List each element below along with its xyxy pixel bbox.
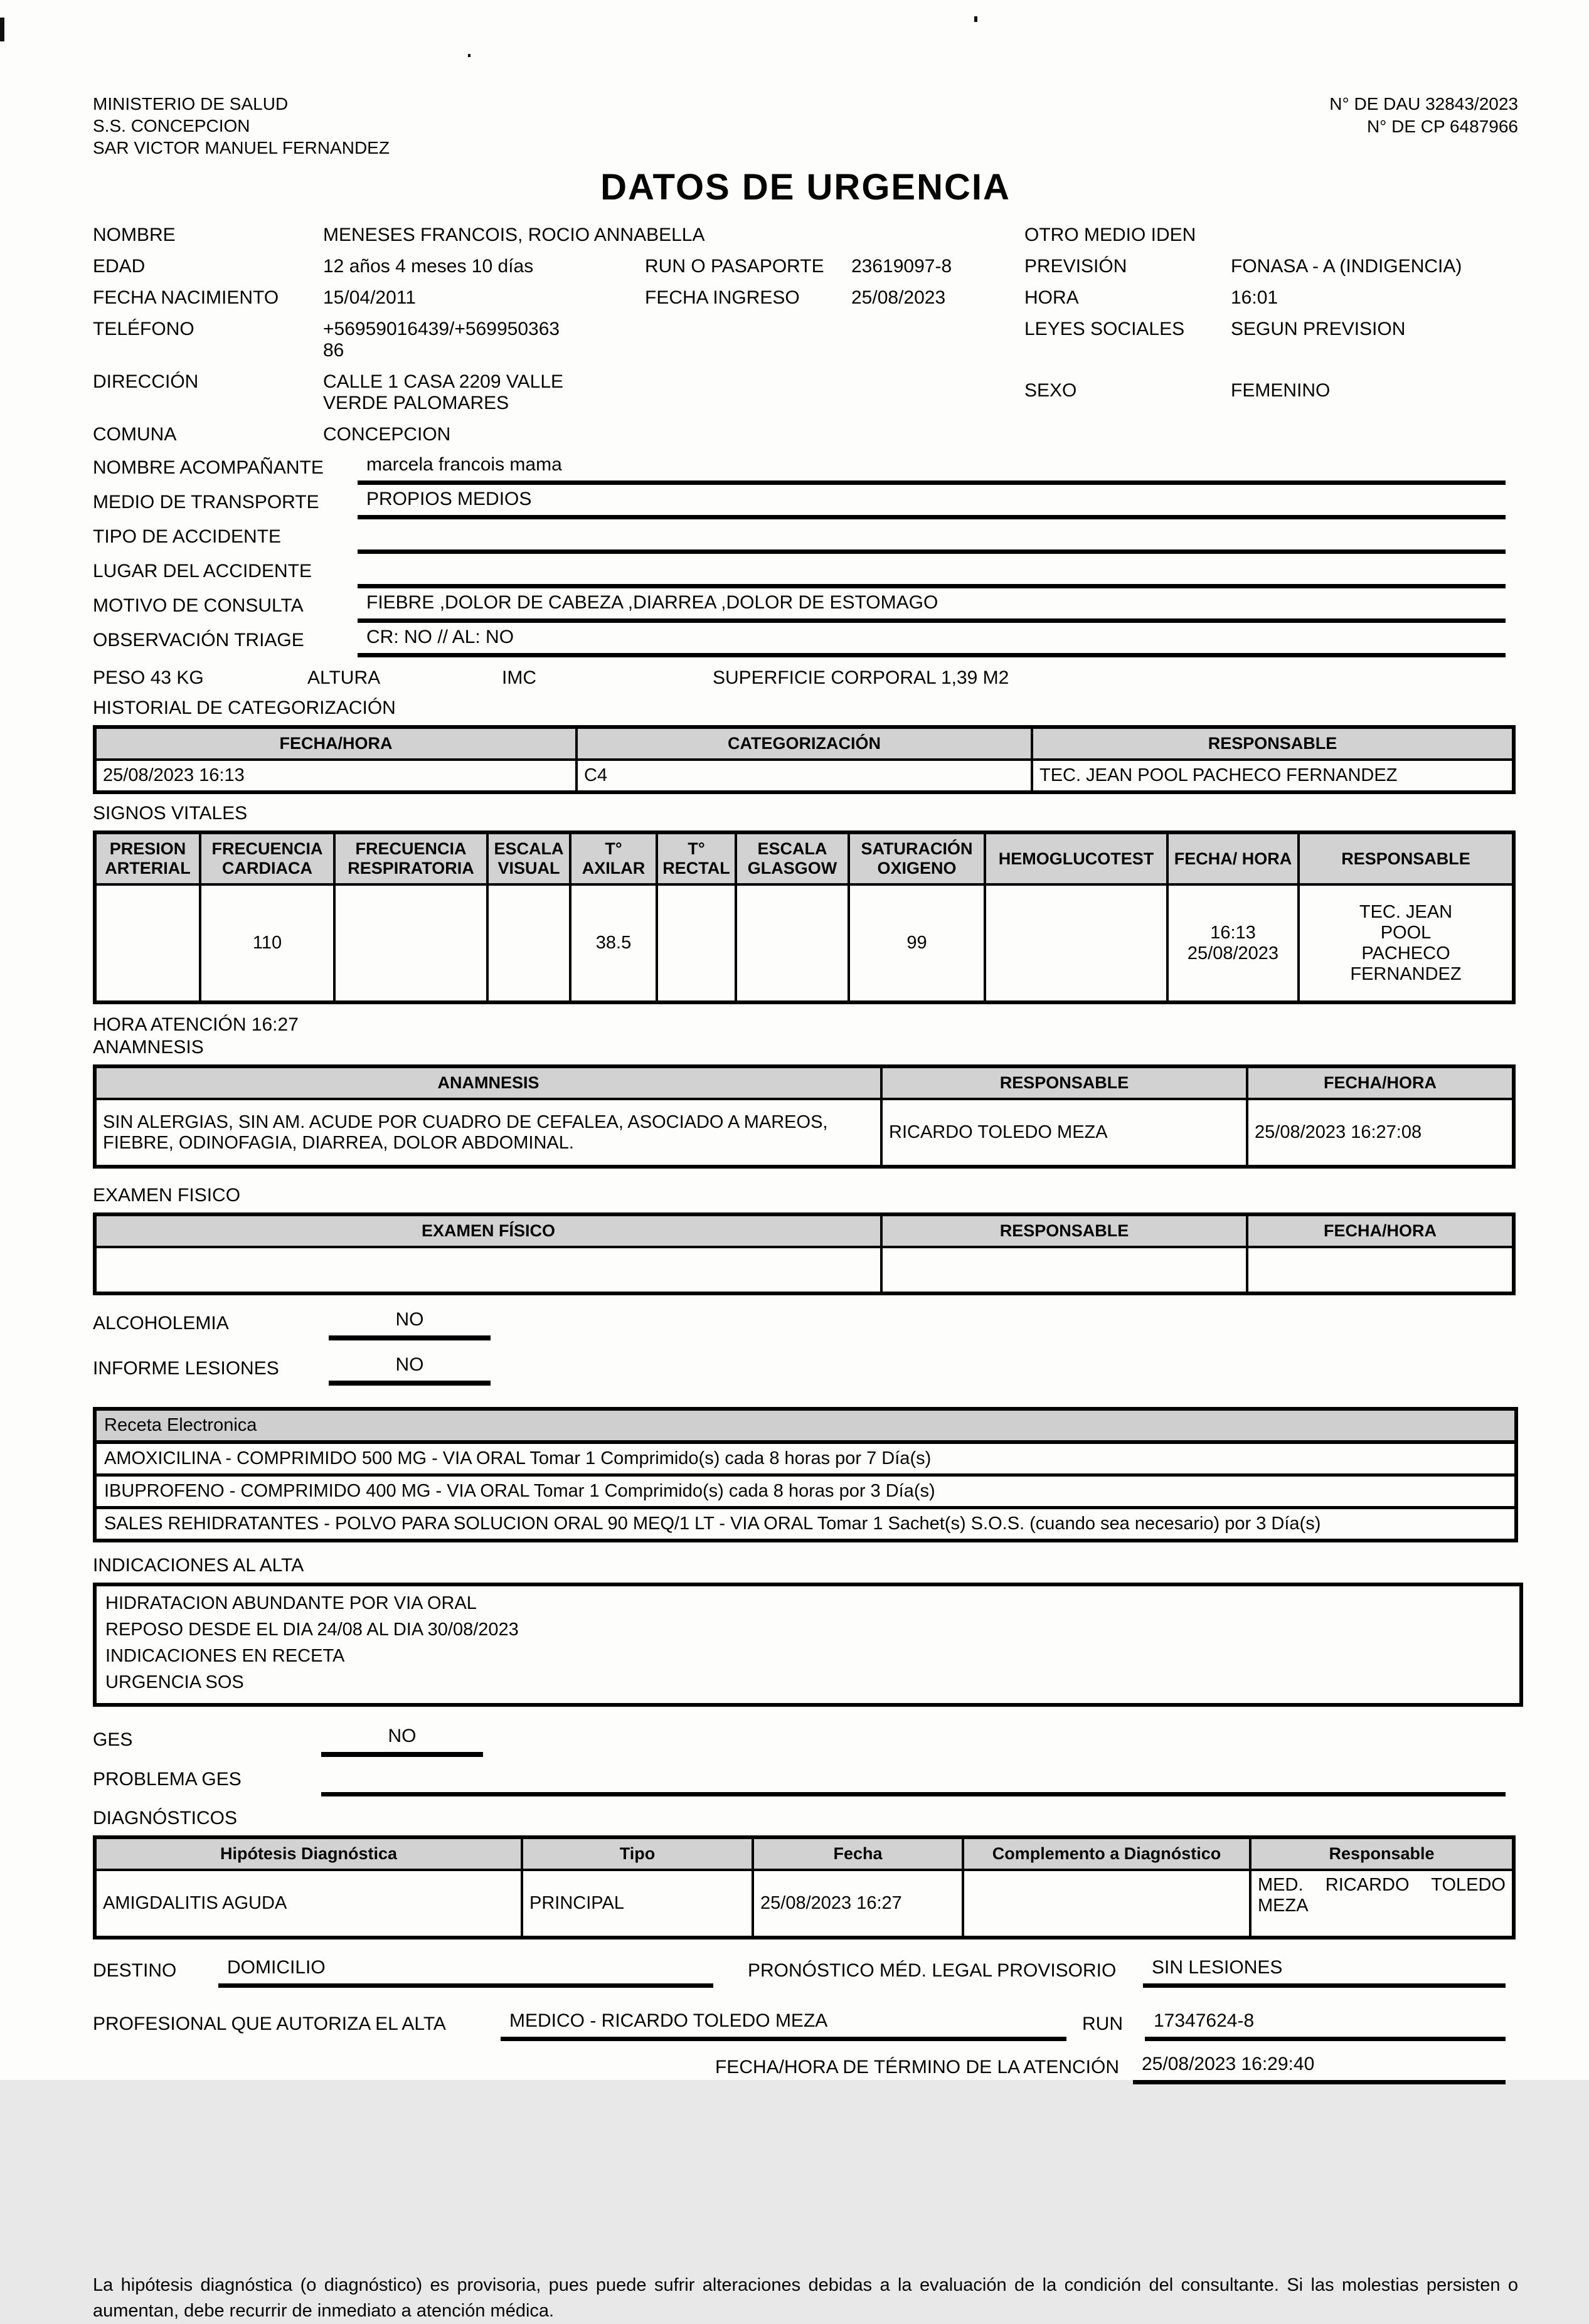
col-header-tipo: Tipo	[522, 1837, 753, 1870]
col-header-escala-visual: ESCALA VISUAL	[487, 832, 570, 884]
cell-fecha: 25/08/2023 16:27	[753, 1870, 963, 1938]
cell-frecuencia-cardiaca: 110	[200, 884, 334, 1002]
receta-header: Receta Electronica	[97, 1411, 1514, 1444]
vitales-responsable: TEC. JEAN POOL PACHECO FERNANDEZ	[1350, 901, 1462, 984]
examen-data-row	[95, 1247, 1514, 1293]
indicacion-line: HIDRATACION ABUNDANTE POR VIA ORAL	[105, 1593, 477, 1613]
cell-t-rectal	[657, 884, 736, 1002]
pronostico-value: SIN LESIONES	[1143, 1956, 1506, 1988]
scan-artifact	[468, 54, 470, 57]
col-header-t-rectal: T° RECTAL	[657, 832, 736, 884]
fecha-nac-label: FECHA NACIMIENTO	[93, 287, 279, 308]
comuna-value: CONCEPCION	[323, 424, 451, 445]
field-lugar-accidente	[93, 556, 1518, 588]
categorizacion-header-row	[95, 727, 1514, 760]
sexo-value: FEMENINO	[1231, 380, 1331, 401]
run-label: RUN O PASAPORTE	[645, 256, 824, 277]
receta-item: SALES REHIDRATANTES - POLVO PARA SOLUCION ORAL 90 MEQ/1 LT - VIA ORAL Tomar 1 Sachet(s) S.O.S. (cuando sea necesario) por 3 Día(s)	[104, 1514, 1321, 1534]
diagnosticos-table	[93, 1835, 1516, 1939]
transporte-label: MEDIO DE TRANSPORTE	[93, 492, 319, 512]
acompanante-value: marcela francois mama	[358, 453, 1506, 485]
col-header-frecuencia-respiratoria: FRECUENCIA RESPIRATORIA	[334, 832, 487, 884]
col-header-escala-glasgow: ESCALA GLASGOW	[736, 832, 849, 884]
scan-artifact	[974, 16, 977, 22]
vitales-section-label: SIGNOS VITALES	[93, 803, 248, 824]
cell-examen-fecha	[1247, 1247, 1514, 1293]
leyes-value: SEGUN PREVISION	[1231, 319, 1406, 339]
col-header-responsable: Responsable	[1250, 1837, 1514, 1870]
scan-artifact	[0, 18, 4, 41]
direccion-value	[323, 366, 645, 419]
motivo-label: MOTIVO DE CONSULTA	[93, 595, 304, 616]
cp-number: N° DE CP 6487966	[1366, 117, 1518, 136]
lugar-accidente-value	[358, 556, 1506, 588]
altura-label: ALTURA	[307, 667, 381, 688]
categorizacion-table	[93, 725, 1516, 794]
indicacion-line: URGENCIA SOS	[105, 1672, 244, 1692]
alcoholemia-label: ALCOHOLEMIA	[93, 1313, 229, 1334]
cell-examen-texto	[95, 1247, 881, 1293]
sexo-label: SEXO	[1024, 380, 1077, 401]
ges-value: NO	[321, 1726, 483, 1757]
cell-responsable	[1299, 884, 1514, 1002]
hora-label: HORA	[1024, 287, 1079, 308]
profesional-label: PROFESIONAL QUE AUTORIZA EL ALTA	[93, 2014, 446, 2034]
anamnesis-data-row	[95, 1099, 1514, 1167]
diagnosticos-data-row	[95, 1870, 1514, 1938]
cell-fecha-hora: 25/08/2023 16:13	[95, 760, 577, 792]
profesional-value: MEDICO - RICARDO TOLEDO MEZA	[501, 2009, 1066, 2041]
run-value: 23619097-8	[851, 256, 952, 277]
otro-medio-label: OTRO MEDIO IDEN	[1024, 225, 1196, 245]
col-header-responsable: RESPONSABLE	[881, 1066, 1247, 1099]
termino-value: 25/08/2023 16:29:40	[1133, 2052, 1506, 2084]
destino-value: DOMICILIO	[218, 1956, 713, 1988]
receta-item: IBUPROFENO - COMPRIMIDO 400 MG - VIA ORAL Tomar 1 Comprimido(s) cada 8 horas por 3 Día(s)	[97, 1477, 1514, 1509]
cell-hemoglucotest	[985, 884, 1167, 1002]
anamnesis-header-row	[95, 1066, 1514, 1099]
hora-atencion: HORA ATENCIÓN 16:27	[93, 1014, 299, 1035]
dau-number: N° DE DAU 32843/2023	[1329, 94, 1518, 114]
patient-info	[93, 220, 1518, 450]
field-transporte	[93, 487, 1518, 519]
patient-row-nombre	[93, 220, 1518, 251]
informe-lesiones-value: NO	[329, 1354, 491, 1386]
examen-section-label: EXAMEN FISICO	[93, 1185, 241, 1206]
acompanante-label: NOMBRE ACOMPAÑANTE	[93, 457, 324, 478]
categorizacion-data-row	[95, 760, 1514, 792]
col-header-examen: EXAMEN FÍSICO	[95, 1214, 881, 1247]
ges-label: GES	[93, 1729, 133, 1750]
vitales-header-row	[95, 832, 1514, 884]
pronostico-label: PRONÓSTICO MÉD. LEGAL PROVISORIO	[748, 1960, 1117, 1981]
anthropometrics-row	[93, 667, 1518, 689]
hora-value: 16:01	[1231, 287, 1278, 308]
anamnesis-table	[93, 1064, 1516, 1169]
leyes-label: LEYES SOCIALES	[1024, 319, 1185, 339]
diag-responsable-line2: MEZA	[1258, 1896, 1309, 1916]
patient-row-direccion	[93, 366, 1518, 419]
col-header-fecha-hora: FECHA/HORA	[95, 727, 577, 760]
col-header-responsable: RESPONSABLE	[1032, 727, 1514, 760]
nombre-label: NOMBRE	[93, 225, 176, 245]
fecha-ingreso-label: FECHA INGRESO	[645, 287, 800, 308]
col-header-fecha-hora: FECHA/ HORA	[1167, 832, 1299, 884]
fecha-nac-value: 15/04/2011	[323, 287, 416, 308]
col-header-responsable: RESPONSABLE	[881, 1214, 1247, 1247]
field-ges	[93, 1726, 1518, 1757]
destino-row	[93, 1956, 1518, 1988]
page-title: DATOS DE URGENCIA	[600, 167, 1011, 208]
cell-saturacion: 99	[849, 884, 985, 1002]
peso-label: PESO 43 KG	[93, 667, 204, 688]
superficie-label: SUPERFICIE CORPORAL 1,39 M2	[713, 667, 1009, 688]
org-facility: SAR VICTOR MANUEL FERNANDEZ	[93, 138, 390, 157]
termino-label: FECHA/HORA DE TÉRMINO DE LA ATENCIÓN	[715, 2057, 1119, 2077]
triage-value: CR: NO // AL: NO	[358, 625, 1506, 657]
patient-row-edad	[93, 251, 1518, 282]
tipo-accidente-value	[358, 522, 1506, 554]
org-name: MINISTERIO DE SALUD	[93, 94, 289, 114]
prevision-value: FONASA - A (INDIGENCIA)	[1231, 256, 1462, 277]
imc-label: IMC	[502, 667, 536, 688]
patient-row-nacimiento	[93, 282, 1518, 314]
col-header-frecuencia-cardiaca: FRECUENCIA CARDIACA	[200, 832, 334, 884]
fecha-ingreso-value: 25/08/2023	[851, 287, 946, 308]
nombre-value: MENESES FRANCOIS, ROCIO ANNABELLA	[323, 225, 705, 245]
edad-label: EDAD	[93, 256, 146, 277]
motivo-value: FIEBRE ,DOLOR DE CABEZA ,DIARREA ,DOLOR DE ESTOMAGO	[358, 591, 1506, 623]
cell-t-axilar: 38.5	[570, 884, 657, 1002]
vitales-data-row	[95, 884, 1514, 1002]
letterhead	[93, 93, 1518, 159]
vitales-hora: 16:13	[1210, 922, 1256, 943]
indicacion-line: INDICACIONES EN RECETA	[105, 1646, 345, 1666]
diag-responsable-line1: MED. RICARDO TOLEDO	[1258, 1875, 1506, 1895]
cell-complemento	[963, 1870, 1250, 1938]
cell-escala-glasgow	[736, 884, 849, 1002]
triage-label: OBSERVACIÓN TRIAGE	[93, 630, 304, 650]
diagnosticos-header-row	[95, 1837, 1514, 1870]
cell-examen-responsable	[881, 1247, 1247, 1293]
anamnesis-section-label: ANAMNESIS	[93, 1037, 204, 1058]
col-header-fecha-hora: FECHA/HORA	[1247, 1214, 1514, 1247]
col-header-hemoglucotest: HEMOGLUCOTEST	[985, 832, 1167, 884]
patient-row-comuna	[93, 419, 1518, 450]
cell-hipotesis: AMIGDALITIS AGUDA	[95, 1870, 522, 1938]
org-service: S.S. CONCEPCION	[93, 116, 250, 135]
telefono-value	[323, 314, 645, 366]
cell-diag-responsable	[1250, 1870, 1514, 1938]
alcoholemia-value: NO	[329, 1309, 491, 1340]
vitales-table	[93, 830, 1516, 1004]
run-label: RUN	[1082, 2014, 1123, 2034]
categorizacion-section-label: HISTORIAL DE CATEGORIZACIÓN	[93, 698, 396, 718]
col-header-fecha-hora: FECHA/HORA	[1247, 1066, 1514, 1099]
field-informe-lesiones	[93, 1354, 1518, 1386]
patient-row-telefono	[93, 314, 1518, 366]
informe-lesiones-label: INFORME LESIONES	[93, 1358, 279, 1379]
comuna-label: COMUNA	[93, 424, 177, 445]
col-header-complemento: Complemento a Diagnóstico	[963, 1837, 1250, 1870]
problema-ges-value	[321, 1766, 1506, 1796]
col-header-categorizacion: CATEGORIZACIÓN	[577, 727, 1032, 760]
receta-box	[93, 1407, 1518, 1542]
cell-anamnesis-texto: SIN ALERGIAS, SIN AM. ACUDE POR CUADRO DE CEFALEA, ASOCIADO A MAREOS, FIEBRE, ODINOFAGIA, DIARREA, DOLOR ABDOMINAL.	[95, 1099, 881, 1167]
form-content	[93, 93, 1518, 2324]
col-header-responsable: RESPONSABLE	[1299, 832, 1514, 884]
receta-item: AMOXICILINA - COMPRIMIDO 500 MG - VIA ORAL Tomar 1 Comprimido(s) cada 8 horas por 7 Día(s)	[97, 1444, 1514, 1477]
telefono-label: TELÉFONO	[93, 319, 194, 339]
profesional-row	[93, 2009, 1518, 2041]
document-numbers	[1329, 93, 1518, 138]
col-header-presion-arterial: PRESION ARTERIAL	[95, 832, 200, 884]
indicacion-line: REPOSO DESDE EL DIA 24/08 AL DIA 30/08/2023	[105, 1620, 519, 1640]
field-problema-ges	[93, 1766, 1518, 1796]
indicaciones-section-label: INDICACIONES AL ALTA	[93, 1555, 304, 1576]
col-header-hipotesis: Hipótesis Diagnóstica	[95, 1837, 522, 1870]
field-acompanante	[93, 453, 1518, 485]
examen-header-row	[95, 1214, 1514, 1247]
cell-responsable: TEC. JEAN POOL PACHECO FERNANDEZ	[1032, 760, 1514, 792]
cell-escala-visual	[487, 884, 570, 1002]
cell-presion	[95, 884, 200, 1002]
destino-label: DESTINO	[93, 1960, 177, 1981]
cell-categoria: C4	[577, 760, 1032, 792]
field-observacion-triage	[93, 625, 1518, 657]
transporte-value: PROPIOS MEDIOS	[358, 487, 1506, 519]
direccion-line2: VERDE PALOMARES	[323, 393, 509, 413]
tipo-accidente-label: TIPO DE ACCIDENTE	[93, 526, 282, 547]
telefono-line1: +56959016439/+569950363	[323, 319, 560, 339]
field-motivo-consulta	[93, 591, 1518, 623]
disclaimer-text: La hipótesis diagnóstica (o diagnóstico) es provisoria, pues puede sufrir alteraciones debidas a la evaluación de la condición del consultante. Si las molestias persisten o aumentan, debe recurrir de inmediato a atención médica.	[93, 2275, 1518, 2321]
termino-row	[93, 2052, 1518, 2084]
field-alcoholemia	[93, 1309, 1518, 1340]
col-header-fecha: Fecha	[753, 1837, 963, 1870]
edad-value: 12 años 4 meses 10 días	[323, 256, 534, 277]
col-header-t-axilar: T° AXILAR	[570, 832, 657, 884]
cell-tipo: PRINCIPAL	[522, 1870, 753, 1938]
lugar-accidente-label: LUGAR DEL ACCIDENTE	[93, 561, 312, 581]
vitales-fecha: 25/08/2023	[1187, 943, 1279, 963]
cell-anamnesis-responsable: RICARDO TOLEDO MEZA	[881, 1099, 1247, 1167]
field-tipo-accidente	[93, 522, 1518, 554]
col-header-saturacion-oxigeno: SATURACIÓN OXIGENO	[849, 832, 985, 884]
indicaciones-box	[93, 1583, 1523, 1707]
diagnosticos-section-label: DIAGNÓSTICOS	[93, 1808, 238, 1828]
cell-fecha-hora	[1167, 884, 1299, 1002]
telefono-line2: 86	[323, 340, 344, 361]
col-header-anamnesis: ANAMNESIS	[95, 1066, 881, 1099]
cell-frecuencia-respiratoria	[334, 884, 487, 1002]
run-value: 17347624-8	[1145, 2009, 1506, 2041]
problema-ges-label: PROBLEMA GES	[93, 1769, 242, 1790]
examen-table	[93, 1212, 1516, 1295]
cell-anamnesis-fecha: 25/08/2023 16:27:08	[1247, 1099, 1514, 1167]
direccion-line1: CALLE 1 CASA 2209 VALLE	[323, 371, 564, 392]
direccion-label: DIRECCIÓN	[93, 371, 199, 392]
prevision-label: PREVISIÓN	[1024, 256, 1127, 277]
